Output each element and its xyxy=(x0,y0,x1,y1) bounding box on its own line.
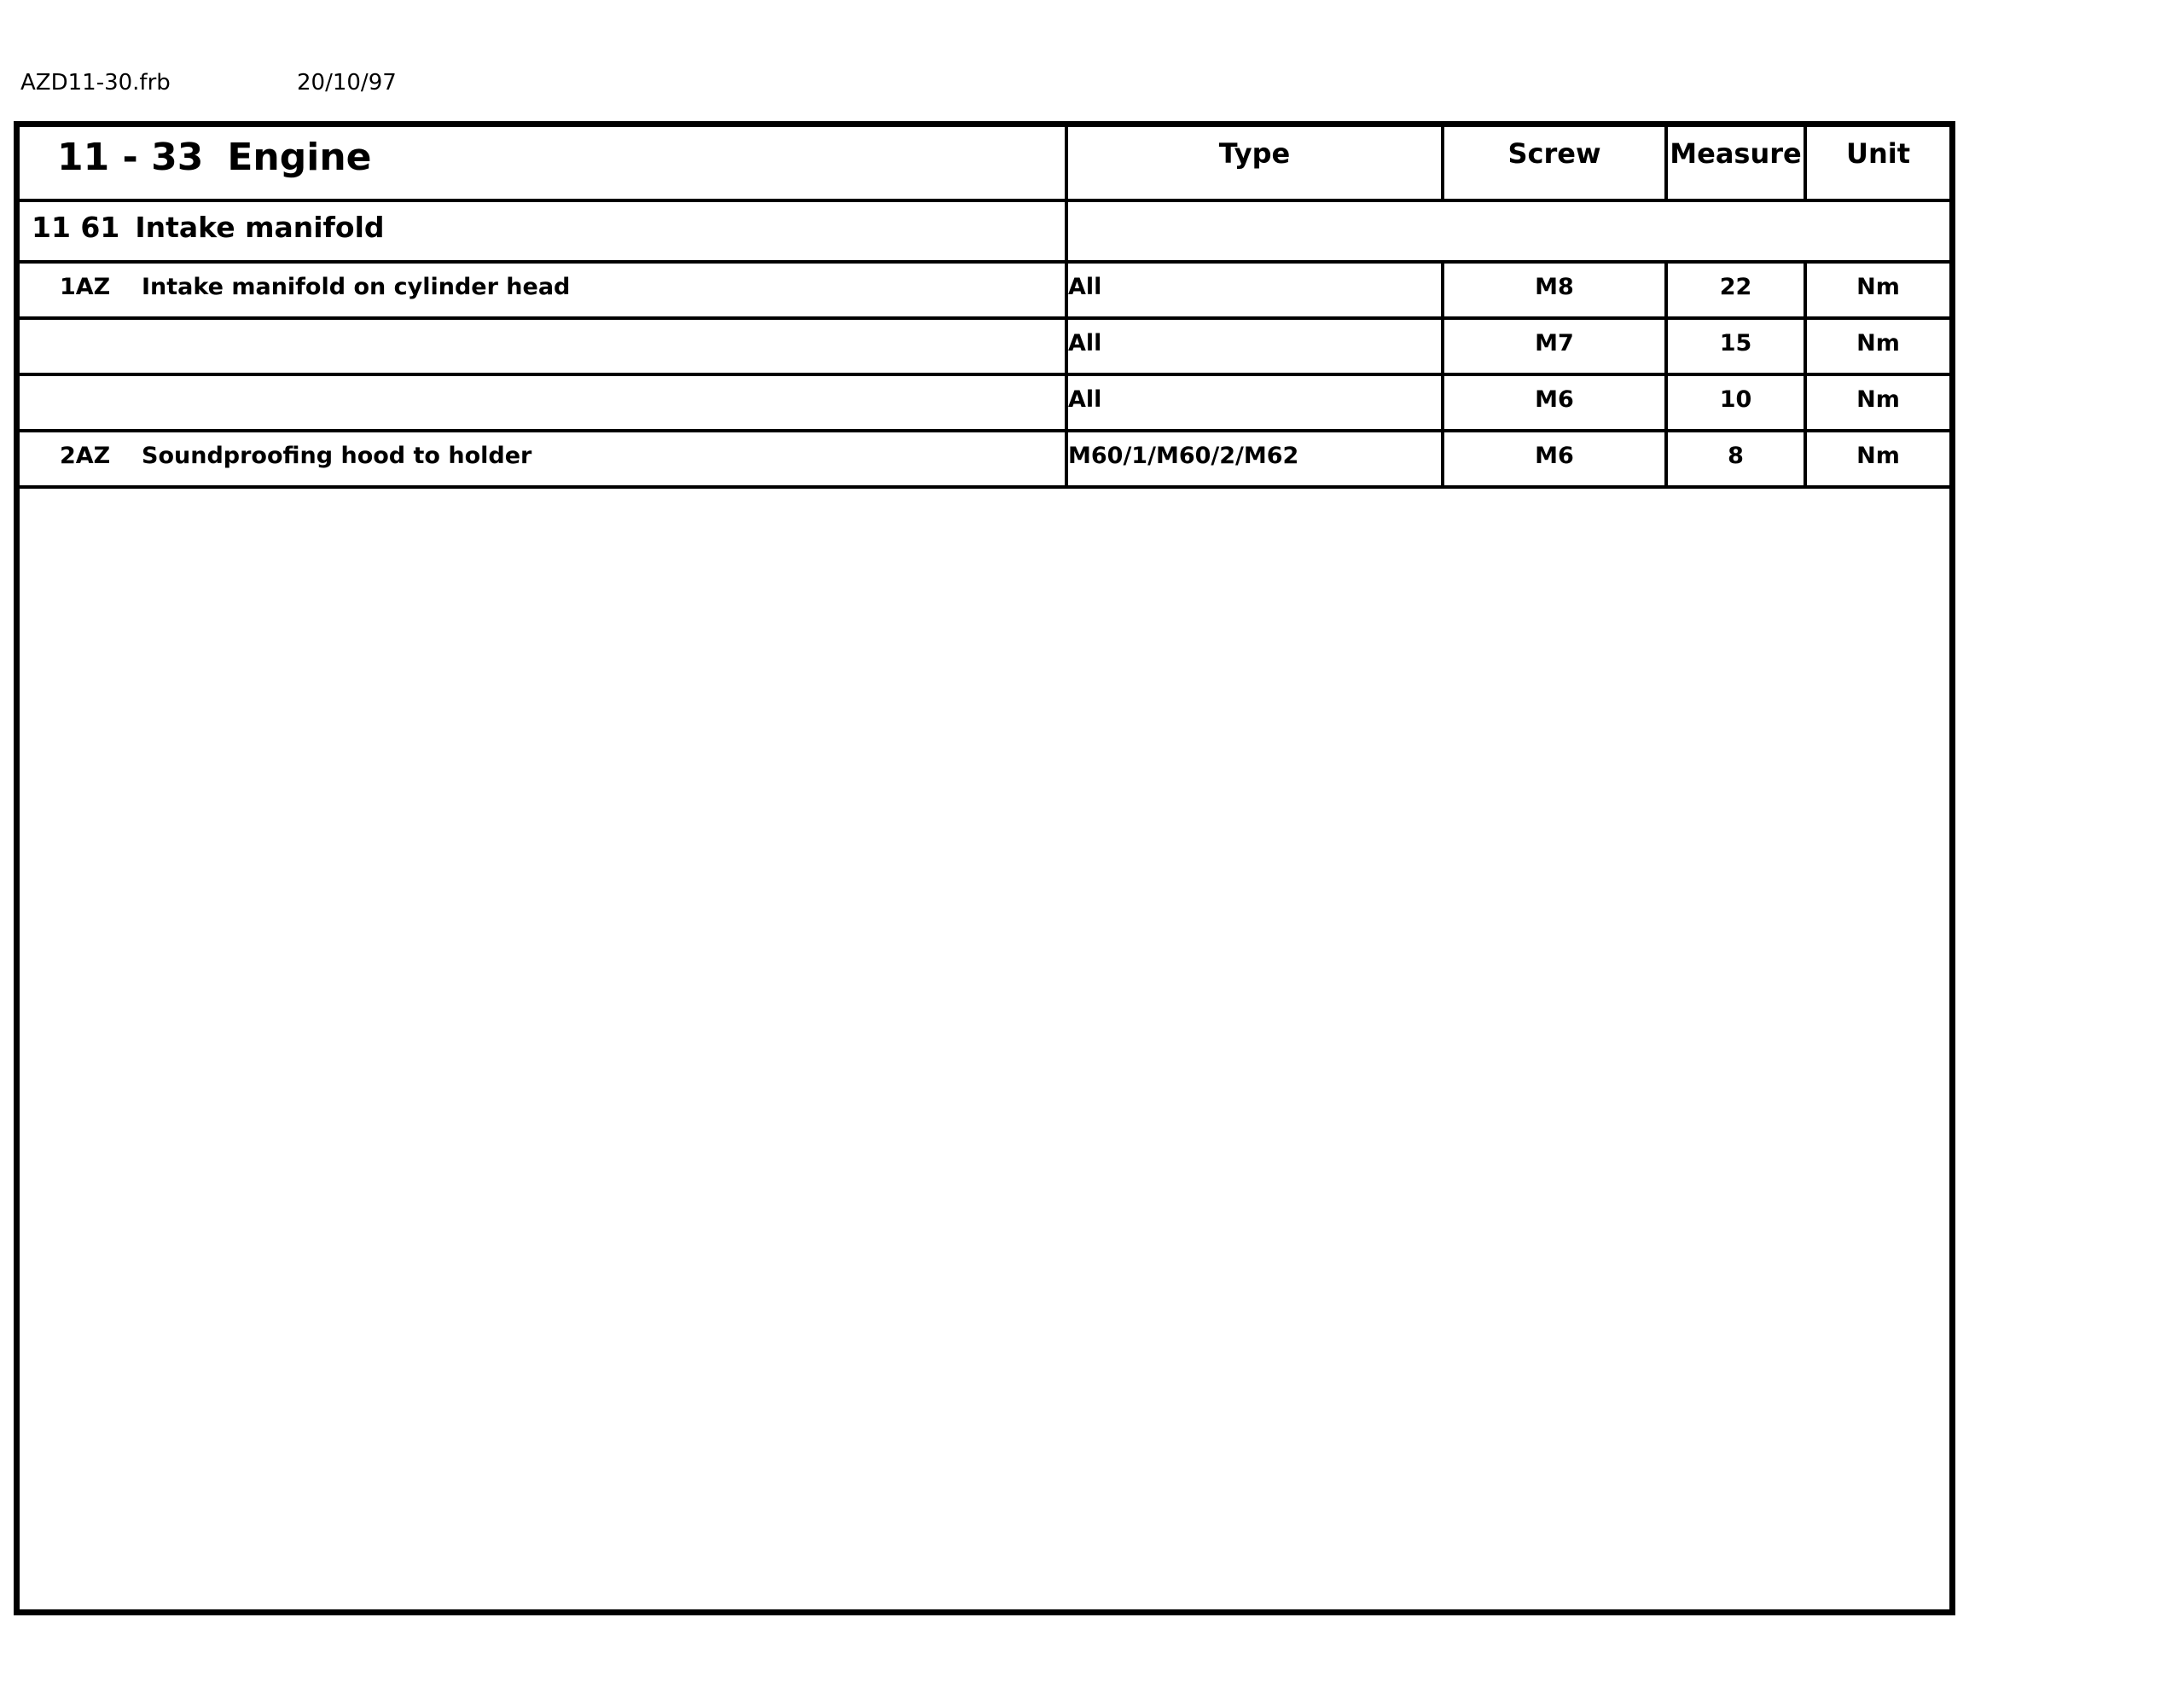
row-measure: 10 xyxy=(1666,374,1805,431)
group-heading xyxy=(20,200,1066,262)
row-type: All xyxy=(1066,318,1443,374)
page-header xyxy=(20,70,397,96)
torque-sheet xyxy=(14,121,1955,1615)
column-header-type: Type xyxy=(1066,127,1443,200)
column-header-screw: Screw xyxy=(1443,127,1666,200)
row-type: All xyxy=(1066,262,1443,318)
row-type: All xyxy=(1066,374,1443,431)
row-unit: Nm xyxy=(1805,431,1949,487)
column-header-measure: Measure xyxy=(1666,127,1805,200)
section-name: Engine xyxy=(227,136,372,179)
row-position: 1AZ xyxy=(60,274,111,300)
row-unit: Nm xyxy=(1805,374,1949,431)
row-description: Intake manifold on cylinder head xyxy=(142,274,571,300)
row-description-cell xyxy=(20,431,1066,487)
table-row xyxy=(20,431,1949,487)
group-label: Intake manifold xyxy=(135,211,385,244)
group-empty-cell xyxy=(1066,200,1949,262)
row-screw: M6 xyxy=(1443,431,1666,487)
row-measure: 22 xyxy=(1666,262,1805,318)
table-row xyxy=(20,374,1949,431)
row-unit: Nm xyxy=(1805,262,1949,318)
row-description: Soundproofing hood to holder xyxy=(142,443,532,469)
group-code: 11 61 xyxy=(32,211,120,244)
row-screw: M8 xyxy=(1443,262,1666,318)
row-description-cell xyxy=(20,262,1066,318)
row-type: M60/1/M60/2/M62 xyxy=(1066,431,1443,487)
row-measure: 8 xyxy=(1666,431,1805,487)
torque-table xyxy=(20,127,1949,489)
section-title xyxy=(20,127,1066,200)
section-number: 11 - 33 xyxy=(57,136,204,179)
row-screw: M7 xyxy=(1443,318,1666,374)
table-row xyxy=(20,262,1949,318)
file-name: AZD11-30.frb xyxy=(20,70,171,96)
row-description-cell xyxy=(20,318,1066,374)
column-header-unit: Unit xyxy=(1805,127,1949,200)
row-description-cell xyxy=(20,374,1066,431)
row-unit: Nm xyxy=(1805,318,1949,374)
table-header-row xyxy=(20,127,1949,200)
row-position: 2AZ xyxy=(60,443,111,469)
document-date: 20/10/97 xyxy=(297,70,397,96)
table-row xyxy=(20,318,1949,374)
group-row xyxy=(20,200,1949,262)
row-measure: 15 xyxy=(1666,318,1805,374)
row-screw: M6 xyxy=(1443,374,1666,431)
